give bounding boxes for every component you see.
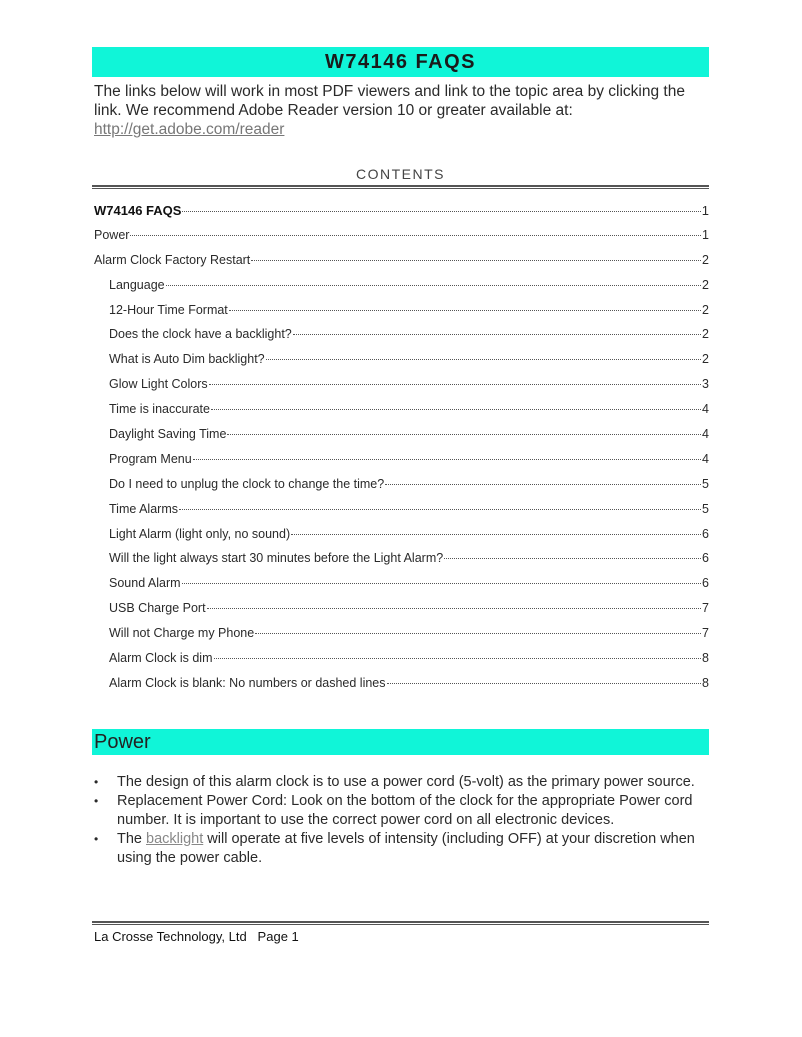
power-bullet-list bbox=[94, 773, 704, 868]
toc-entry-program-menu[interactable]: Program Menu 4 bbox=[109, 451, 709, 466]
toc-entry-usb-charge-port[interactable]: USB Charge Port 7 bbox=[109, 601, 709, 616]
list-item: • The design of this alarm clock is to use a power cord (5-volt) as the primary power source. bbox=[94, 773, 704, 792]
page-title: W74146 FAQS bbox=[324, 50, 476, 73]
toc-entry-unplug-clock[interactable]: Do I need to unplug the clock to change the time? 5 bbox=[109, 476, 709, 491]
toc-entry-time-alarms[interactable]: Time Alarms 5 bbox=[109, 501, 709, 516]
power-section-heading bbox=[92, 729, 709, 755]
list-item: • The backlight will operate at five levels of intensity (including OFF) at your discretion when using the power cable. bbox=[94, 830, 704, 868]
adobe-reader-link[interactable]: http://get.adobe.com/reader bbox=[94, 121, 285, 138]
toc-entry-sound-alarm[interactable]: Sound Alarm 6 bbox=[109, 576, 709, 591]
intro-paragraph bbox=[94, 82, 709, 139]
toc-entry-clock-blank[interactable]: Alarm Clock is blank: No numbers or dashed lines 8 bbox=[109, 675, 709, 690]
toc-entry-backlight[interactable]: Does the clock have a backlight? 2 bbox=[109, 327, 709, 342]
toc-entry-language[interactable]: Language 2 bbox=[109, 277, 709, 292]
table-of-contents bbox=[94, 203, 709, 701]
intro-text: The links below will work in most PDF viewers and link to the topic area by clicking the link. We recommend Adobe Reader version 10 or greater available at: bbox=[94, 83, 685, 119]
toc-entry-glow-light-colors[interactable]: Glow Light Colors 3 bbox=[109, 377, 709, 392]
toc-entry-auto-dim[interactable]: What is Auto Dim backlight? 2 bbox=[109, 352, 709, 367]
toc-entry-daylight-saving[interactable]: Daylight Saving Time 4 bbox=[109, 427, 709, 442]
power-heading-text: Power bbox=[94, 730, 151, 753]
footer-divider bbox=[92, 921, 709, 925]
toc-entry-will-not-charge[interactable]: Will not Charge my Phone 7 bbox=[109, 626, 709, 641]
page-footer: La Crosse Technology, Ltd Page 1 bbox=[94, 929, 299, 944]
backlight-link[interactable]: backlight bbox=[146, 831, 204, 847]
toc-entry-12-hour-format[interactable]: 12-Hour Time Format 2 bbox=[109, 302, 709, 317]
toc-entry-power[interactable]: Power 1 bbox=[94, 227, 709, 242]
toc-entry-factory-restart[interactable]: Alarm Clock Factory Restart 2 bbox=[94, 252, 709, 267]
page-title-bar bbox=[92, 47, 709, 77]
toc-entry-w74146-faqs[interactable]: W74146 FAQS 1 bbox=[94, 203, 709, 218]
toc-entry-clock-dim[interactable]: Alarm Clock is dim 8 bbox=[109, 651, 709, 666]
contents-heading: CONTENTS bbox=[356, 166, 445, 182]
toc-entry-light-30-minutes[interactable]: Will the light always start 30 minutes before the Light Alarm? 6 bbox=[109, 551, 709, 566]
toc-entry-time-inaccurate[interactable]: Time is inaccurate 4 bbox=[109, 402, 709, 417]
contents-divider bbox=[92, 185, 709, 189]
toc-entry-light-alarm[interactable]: Light Alarm (light only, no sound) 6 bbox=[109, 526, 709, 541]
list-item: • Replacement Power Cord: Look on the bottom of the clock for the appropriate Power cord number. It is important to use the correct power cord on all electronic devices. bbox=[94, 792, 704, 830]
